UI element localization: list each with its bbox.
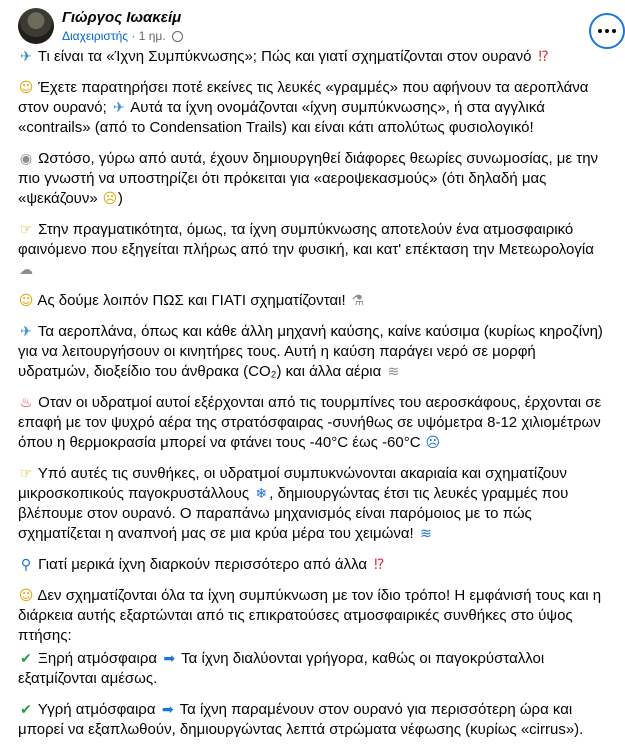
author-role-badge[interactable]: Διαχειριστής [62,29,129,43]
thinking-face-icon: ☺ [18,293,34,309]
post-paragraph [18,322,610,382]
post-paragraph [18,220,610,280]
more-dot [605,29,609,33]
post-paragraph-title [18,47,610,67]
snowflake-icon: ❄ [255,486,268,502]
condition-dry [18,649,610,689]
more-dot [612,29,616,33]
post-text: Ωστόσο, γύρω από αυτά, έχουν δημιουργηθεί διάφορες θεωρίες συνωμοσίας, με την πιο γνωστή να υποστηρίζει ότι πρόκειται για «αεροψεκασμούς» (ότι δηλαδή μας «ψεκάζουν» [18,150,599,207]
magnifying-glass-icon: ⚲ [20,557,32,573]
more-options-button[interactable] [589,13,625,49]
meta-separator: · [131,29,136,43]
post-paragraph [18,291,610,311]
cold-face-icon: ☹ [425,435,441,451]
post-text: Δεν σχηματίζονται όλα τα ίχνη συμπύκνωση με τον ίδιο τρόπο! Η εμφάνισή τους και η διάρκεια αυτής εξαρτώνται από τις επικρατούσες ατμοσφαιρικές συνθήκες στο ύψος πτήσης: [18,587,602,644]
post-text: , δημιουργώντας έτσι τις λευκές γραμμές που βλέπουμε στον ουρανό. Ο παραπάνω μηχανισμός είναι παρόμοιος με το πώς σχηματίζεται η αναπνοή μας σε μια κρύα μέρα του χειμώνα! [18,485,569,542]
condition-label: Ξηρή ατμόσφαιρα [38,650,158,667]
pointing-right-icon: ☞ [19,466,33,482]
check-mark-icon: ✔ [20,702,32,718]
post-paragraph [18,464,610,544]
thinking-face-icon: ☺ [18,588,34,604]
exclamation-question-icon: ⁉ [538,49,549,65]
cloud-icon: ☁ [19,262,33,278]
airplane-icon: ✈ [113,100,125,116]
pointing-right-icon: ☞ [19,222,33,238]
post-text: Υπό αυτές τις συνθήκες, οι υδρατμοί συμπυκνώνονται ακαριαία και σχηματίζουν μικροσκοπικούς παγοκρυστάλλους [18,465,567,502]
post-paragraph [18,555,610,575]
more-horizontal-icon [598,29,602,33]
post-paragraph [18,393,610,453]
post-paragraph: ◉ Ωστόσο, γύρω από αυτά, έχουν δημιουργηθεί διάφορες θεωρίες συνωμοσίας, με την πιο γνωστή να υποστηρίζει ότι πρόκειται για «αεροψεκασμούς» (ότι δηλαδή μας «ψεκάζουν» ☹) [18,150,599,207]
condition-text: Τα ίχνη παραμένουν στον ουρανό για περισσότερη ώρα και μπορεί να εξαπλωθούν, δημιουργώντας λεπτά στρώματα νέφωσης (κυρίως «cirrus»). [18,701,584,738]
right-arrow-icon: ➡ [161,702,174,718]
post-text: Έχετε παρατηρήσει ποτέ εκείνες τις λευκές «γραμμές» που αφήνουν τα αεροπλάνα στον ουρανό; [18,79,589,116]
post-text: Τα αεροπλάνα, όπως και κάθε άλλη μηχανή καύσης, καίνε καύσιμα (κυρίως κηροζίνη) για να λειτουργήσουν οι κινητήρες τους. Αυτή η καύση παράγει νερό σε μορφή υδρατμών, διοξείδιο του άνθρακα (CO₂) και άλλα αέρια [18,323,603,380]
author-name[interactable]: Γιώργος Ιωακείμ [62,9,182,26]
globe-icon [172,31,183,42]
post-header [18,8,618,44]
condition-humid [18,700,610,740]
post-body [18,47,610,751]
exclamation-question-icon: ⁉ [374,557,385,573]
post-paragraph [18,78,610,138]
post-text: Αυτά τα ίχνη ονομάζονται «ίχνη συμπύκνωσης», ή στα αγγλικά «contrails» (από το Condensation Trails) και είναι κάτι απολύτως φυσιολογικό! [18,99,545,136]
microscope-icon: ⚗ [351,293,365,309]
wind-face-icon: ≋ [420,526,432,542]
hot-springs-icon: ♨ [19,395,33,411]
grinning-face-icon: ☺ [18,80,34,96]
post-paragraph [18,586,610,646]
eyes-icon: ◉ [19,151,33,167]
post-meta [62,29,183,43]
post-text: Ας δούμε λοιπόν ΠΩΣ και ΓΙΑΤΙ σχηματίζονται! [37,292,346,309]
post-text: Οταν οι υδρατμοί αυτοί εξέρχονται από τις τουρμπίνες του αεροσκάφους, έρχονται σε επαφή με τον ψυχρό αέρα της στρατόσφαιρας -συνήθως σε υψόμετρα 8-12 χιλιομέτρων όπου η θερμοκρασία μπορεί να φτάνει τους -40°C έως -60°C [18,394,602,451]
author-avatar[interactable] [18,8,54,44]
condition-label: Υγρή ατμόσφαιρα [37,701,156,718]
condition-text: Τα ίχνη διαλύονται γρήγορα, καθώς οι παγοκρύσταλλοι εξατμίζονται αμέσως. [18,650,545,687]
gas-icon: ≋ [387,364,400,380]
post-text: Τι είναι τα «Ίχνη Συμπύκνωσης»; Πώς και γιατί σχηματίζονται στον ουρανό [37,48,532,65]
surprised-face-icon: ☹ [102,191,118,207]
check-mark-icon: ✔ [20,651,32,667]
airplane-icon: ✈ [20,324,32,340]
post-text: Γιατί μερικά ίχνη διαρκούν περισσότερο από άλλα [38,556,368,573]
right-arrow-icon: ➡ [163,651,176,667]
airplane-icon: ✈ [20,49,32,65]
post-text: Στην πραγματικότητα, όμως, τα ίχνη συμπύκνωσης αποτελούν ένα ατμοσφαιρικό φαινόμενο που εξηγείται πλήρως από την φυσική, και κατ' επέκταση την Μετεωρολογία [18,221,594,258]
post-time[interactable]: 1 ημ. [138,29,166,43]
